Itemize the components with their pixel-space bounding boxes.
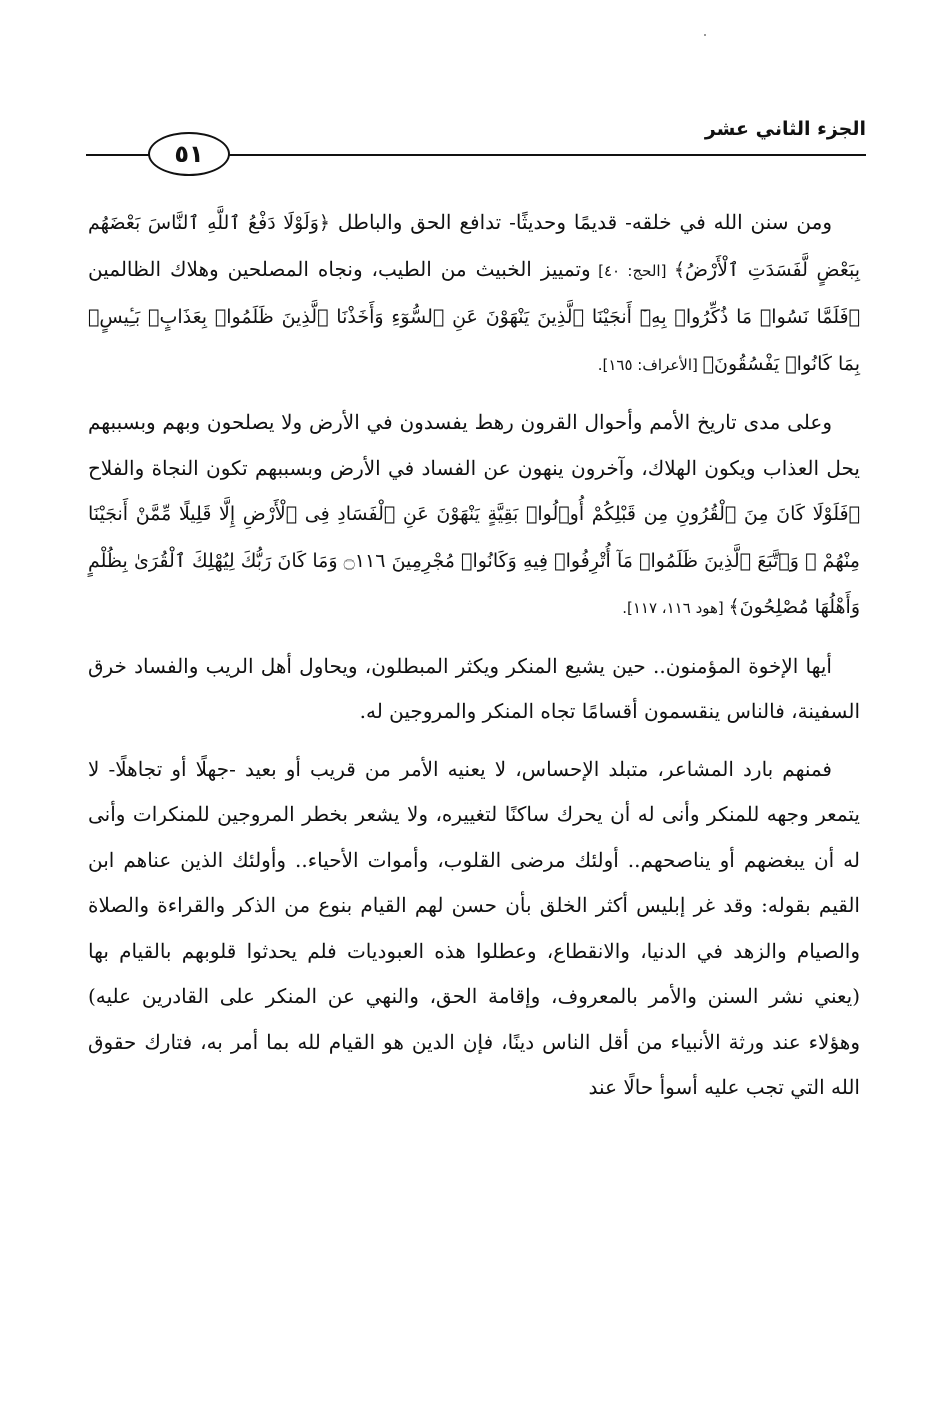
verse-citation: [الحج: ٤٠] (590, 261, 674, 280)
quran-verse: ﴿وَلَوْلَا دَفْعُ ٱللَّهِ ٱلنَّاسَ بَعْضَهُم بِبَعْضٍ لَّفَسَدَتِ ٱلْأَرْضُ﴾ (88, 212, 861, 281)
quran-verse: ﴿فَلَمَّا نَسُوا۟ مَا ذُكِّرُوا۟ بِهِۦٓ أَنجَيْنَا ٱلَّذِينَ يَنْهَوْنَ عَنِ ٱلسُّوٓءِ وَأَخَذْنَا ٱلَّذِينَ ظَلَمُوا۟ بِعَذَابٍۭ بَـِٔيسٍۭ بِمَا كَانُوا۟ يَفْسُقُونَ﴾ (88, 306, 860, 375)
paragraph-text: وتمييز الخبيث من الطيب، ونجاه المصلحين وهلاك الظالمين (88, 256, 591, 281)
quran-verse: ﴿فَلَوْلَا كَانَ مِنَ ٱلْقُرُونِ مِن قَبْلِكُمْ أُو۟لُوا۟ بَقِيَّةٍ يَنْهَوْنَ عَنِ ٱلْفَسَادِ فِى ٱلْأَرْضِ إِلَّا قَلِيلًا مِّمَّنْ أَنجَيْنَا مِنْهُمْ ۗ وَٱتَّبَعَ ٱلَّذِينَ ظَلَمُوا۟ مَآ أُتْرِفُوا۟ فِيهِ وَكَانُوا۟ مُجْرِمِينَ ۝١١٦ وَمَا كَانَ رَبُّكَ لِيُهْلِكَ ٱلْقُرَىٰ بِظُلْمٍ وَأَهْلُهَا مُصْلِحُونَ﴾ (88, 503, 860, 618)
paragraph-3: أيها الإخوة المؤمنون.. حين يشيع المنكر ويكثر المبطلون، ويحاول أهل الريب والفساد خرق السفينة، فالناس ينقسمون أقسامًا تجاه المنكر والمروجين له. (88, 653, 860, 723)
page-body (88, 200, 860, 1123)
scan-speck (704, 34, 706, 36)
part-title: الجزء الثاني عشر (704, 118, 866, 140)
paragraph-text: وعلى مدى تاريخ الأمم وأحوال القرون رهط يفسدون في الأرض ولا يصلحون وبهم وبسببهم يحل العذاب ويكون الهلاك، وآخرون ينهون عن الفساد في الأرض وبسببهم تكون النجاة والفلاح (88, 410, 860, 480)
paragraph-text: ومن سنن الله في خلقه- قديمًا وحديثًا- تدافع الحق والباطل (330, 210, 832, 234)
paragraph-1 (88, 200, 860, 388)
paragraph-2 (88, 400, 860, 632)
page-number: ٥١ (148, 132, 230, 176)
running-header (86, 110, 866, 180)
verse-citation: [الأعراف: ١٦٥]. (597, 355, 703, 374)
verse-citation: [هود ١١٦، ١١٧]. (622, 599, 729, 617)
paragraph-4: فمنهم بارد المشاعر، متبلد الإحساس، لا يعنيه الأمر من قريب أو بعيد -جهلًا أو تجاهلًا- لا يتمعر وجهه للمنكر وأنى له أن يحرك ساكنًا لتغييره، ولا يشعر بخطر المروجين للمنكرات وأنى له أن يبغضهم أو يناصحهم.. أولئك مرضى القلوب، وأموات الأحياء.. وأولئك الذين عناهم ابن القيم بقوله: وقد غر إبليس أكثر الخلق بأن حسن لهم القيام بنوع من الذكر والقراءة والصلاة والصيام والزهد في الدنيا، والانقطاع، وعطلوا هذه العبوديات فلم يحدثوا قلوبهم بالقيام بها (يعني نشر السنن والأمر بالمعروف، وإقامة الحق، والنهي عن المنكر على القادرين عليه) وهؤلاء عند ورثة الأنبياء من أقل الناس دينًا، فإن الدين هو القيام لله بما أمر به، فتارك حقوق الله التي تجب عليه أسوأ حالًا عند (88, 756, 860, 1099)
